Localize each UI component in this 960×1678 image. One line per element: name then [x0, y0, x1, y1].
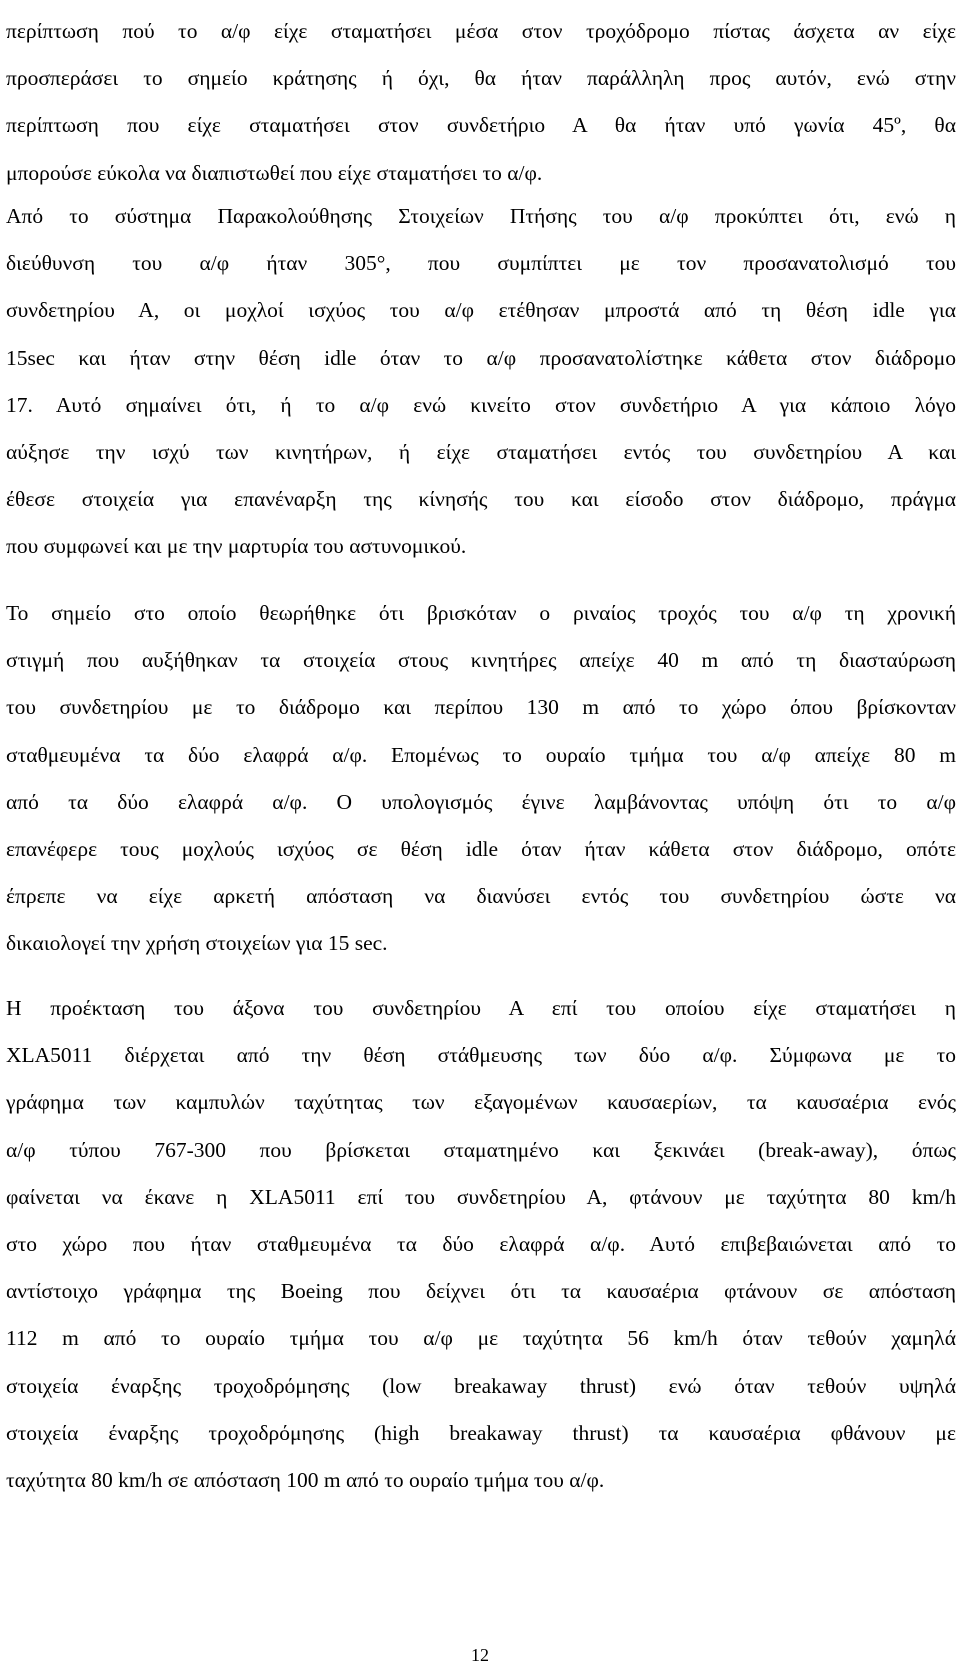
text-line: αύξησε την ισχύ των κινητήρων, ή είχε σταματήσει εντός του συνδετηρίου Α και: [6, 440, 956, 465]
paragraph-3: [6, 590, 956, 968]
text-line: που συμφωνεί και με την μαρτυρία του αστυνομικού.: [6, 534, 467, 559]
text-line: φαίνεται να έκανε η XLA5011 επί του συνδετηρίου Α, φτάνουν με ταχύτητα 80 km/h: [6, 1184, 956, 1209]
text-line: περίπτωση πού το α/φ είχε σταματήσει μέσα στον τροχόδρομο πίστας άσχετα αν είχε: [6, 19, 956, 43]
text-line: 15sec και ήταν στην θέση idle όταν το α/φ προσανατολίστηκε κάθετα στον διάδρομο: [6, 345, 956, 370]
page-number: 12: [471, 1645, 489, 1665]
text-line: α/φ τύπου 767-300 που βρίσκεται σταματημένο και ξεκινάει (break-away), όπως: [6, 1137, 956, 1162]
paragraph-2: [6, 193, 956, 571]
text-line: διεύθυνση του α/φ ήταν 305°, που συμπίπτει με τον προσανατολισμό του: [6, 251, 956, 276]
text-line: επανέφερε τους μοχλούς ισχύος σε θέση idle όταν ήταν κάθετα στον διάδρομο, οπότε: [6, 837, 956, 862]
text-line: έπρεπε να είχε αρκετή απόσταση να διανύσει εντός του συνδετηρίου ώστε να: [6, 884, 956, 909]
text-line: έθεσε στοιχεία για επανέναρξη της κίνησής του και είσοδο στον διάδρομο, πράγμα: [6, 487, 956, 512]
text-line: περίπτωση που είχε σταματήσει στον συνδετήριο Α θα ήταν υπό γωνία 45º, θα: [6, 113, 956, 138]
text-line: του συνδετηρίου με το διάδρομο και περίπου 130 m από το χώρο όπου βρίσκονταν: [6, 695, 956, 720]
text-line: από τα δύο ελαφρά α/φ. Ο υπολογισμός έγινε λαμβάνοντας υπόψη ότι το α/φ: [6, 789, 956, 814]
text-line: γράφημα των καμπυλών ταχύτητας των εξαγομένων καυσαερίων, τα καυσαέρια ενός: [6, 1090, 956, 1115]
text-line: σταθμευμένα τα δύο ελαφρά α/φ. Επομένως το ουραίο τμήμα του α/φ απείχε 80 m: [6, 742, 956, 767]
document-page: [6, 0, 956, 1678]
text-line: στιγμή που αυξήθηκαν τα στοιχεία στους κινητήρες απείχε 40 m από τη διασταύρωση: [6, 648, 956, 673]
text-line: 17. Αυτό σημαίνει ότι, ή το α/φ ενώ κινείτο στον συνδετήριο Α για κάποιο λόγο: [6, 392, 956, 417]
paragraph-1: [6, 8, 956, 197]
text-line: XLA5011 διέρχεται από την θέση στάθμευσης των δύο α/φ. Σύμφωνα με το: [6, 1043, 956, 1068]
text-line: Η προέκταση του άξονα του συνδετηρίου Α επί του οποίου είχε σταματήσει η: [6, 996, 956, 1020]
text-line: Το σημείο στο οποίο θεωρήθηκε ότι βρισκόταν ο ριναίος τροχός του α/φ τη χρονική: [6, 601, 956, 625]
text-line: ταχύτητα 80 km/h σε απόσταση 100 m από το ουραίο τμήμα του α/φ.: [6, 1468, 605, 1493]
text-line: αντίστοιχο γράφημα της Boeing που δείχνει ότι τα καυσαέρια φτάνουν σε απόσταση: [6, 1279, 956, 1304]
text-line: στο χώρο που ήταν σταθμευμένα τα δύο ελαφρά α/φ. Αυτό επιβεβαιώνεται από το: [6, 1232, 956, 1257]
text-line: δικαιολογεί την χρήση στοιχείων για 15 sec.: [6, 931, 388, 956]
text-line: 112 m από το ουραίο τμήμα του α/φ με ταχύτητα 56 km/h όταν τεθούν χαμηλά: [6, 1326, 956, 1351]
text-line: στοιχεία έναρξης τροχοδρόμησης (high breakaway thrust) τα καυσαέρια φθάνουν με: [6, 1420, 956, 1445]
paragraph-4: [6, 985, 956, 1504]
text-line: μπορούσε εύκολα να διαπιστωθεί που είχε σταματήσει το α/φ.: [6, 160, 543, 185]
text-line: Από το σύστημα Παρακολούθησης Στοιχείων Πτήσης του α/φ προκύπτει ότι, ενώ η: [6, 204, 956, 228]
text-line: στοιχεία έναρξης τροχοδρόμησης (low breakaway thrust) ενώ όταν τεθούν υψηλά: [6, 1373, 956, 1398]
text-line: συνδετηρίου Α, οι μοχλοί ισχύος του α/φ ετέθησαν μπροστά από τη θέση idle για: [6, 298, 956, 323]
text-line: προσπεράσει το σημείο κράτησης ή όχι, θα ήταν παράλληλη προς αυτόν, ενώ στην: [6, 66, 956, 91]
